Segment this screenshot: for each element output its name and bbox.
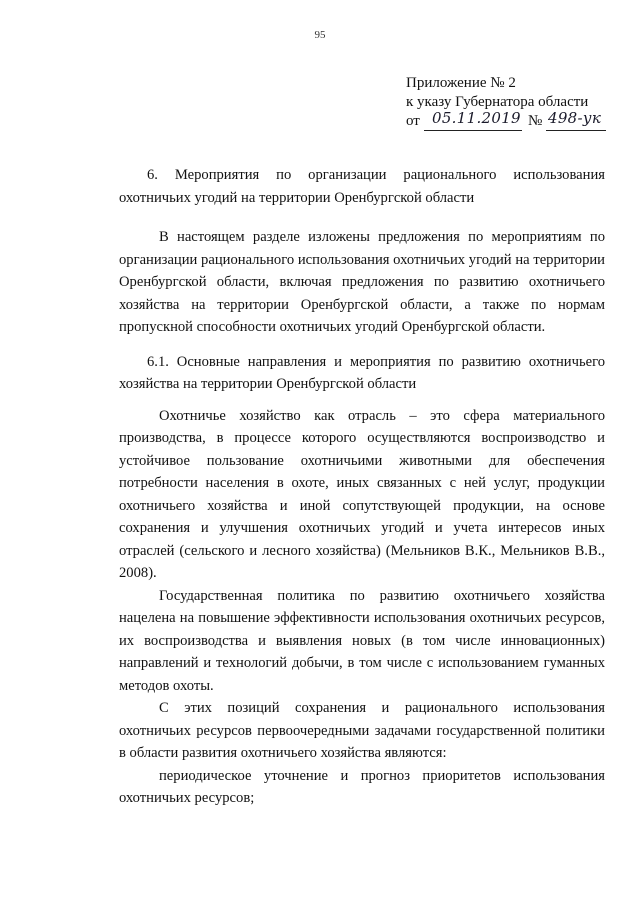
paragraph: Охотничье хозяйство как отрасль – это сфера материального производства, в процессе которого осуществляются воспроизводство и устойчивое пользование охотничьими животными для обеспечения потребности населения в охоте, иных связанных с ней услуг, продукции охотничьего хозяйства и иной сопутствующей продукции, на основе сохранения и улучшения охотничьих угодий и учета интересов иных отраслей (сельского и лесного хозяйства) (Мельников В.К., Мельников В.В., 2008). [119,407,605,581]
section-heading [119,164,605,209]
appendix-subtitle: к указу Губернатора области [406,94,589,110]
appendix-title: Приложение № 2 [406,75,516,91]
number-label: № [528,113,543,129]
subsection-heading [119,351,605,396]
section-intro-paragraph: В настоящем разделе изложены предложения по мероприятиям по организации рационального использования охотничьих угодий на территории Оренбургской области, включая предложения по развитию охотничьего хозяйства на территории Оренбургской области, а также по нормам пропускной способности охотничьих угодий Оренбургской области. [119,229,605,335]
appendix-date-number-row [406,109,616,133]
date-underline [424,130,522,131]
paragraph: периодическое уточнение и прогноз приоритетов использования охотничьих ресурсов; [119,767,605,806]
subsection-heading-line2: хозяйства на территории Оренбургской области [119,376,417,392]
number-underline [546,130,606,131]
subsection-heading-line1: 6.1. Основные направления и мероприятия по развитию охотничьего [147,353,605,370]
from-label: от [406,113,420,129]
handwritten-date: 05.11.2019 [432,109,521,127]
page-number: 95 [314,29,326,41]
paragraph: С этих позиций сохранения и рационального использования охотничьих ресурсов первоочередными задачами государственной политики в области развития охотничьего хозяйства являются: [119,700,605,761]
paragraph: Государственная политика по развитию охотничьего хозяйства нацелена на повышение эффективности использования охотничьих ресурсов, их воспроизводства и выявления новых (в том числе инновационных) направлений и технологий добычи, в том числе с использованием гуманных методов охоты. [119,587,605,694]
handwritten-number: 498-ук [548,109,602,127]
section-heading-line2: охотничьих угодий на территории Оренбургской области [119,189,475,206]
appendix-header [406,74,616,133]
section-heading-line1: 6. Мероприятия по организации рационального использования [147,167,605,183]
document-body [119,164,605,810]
